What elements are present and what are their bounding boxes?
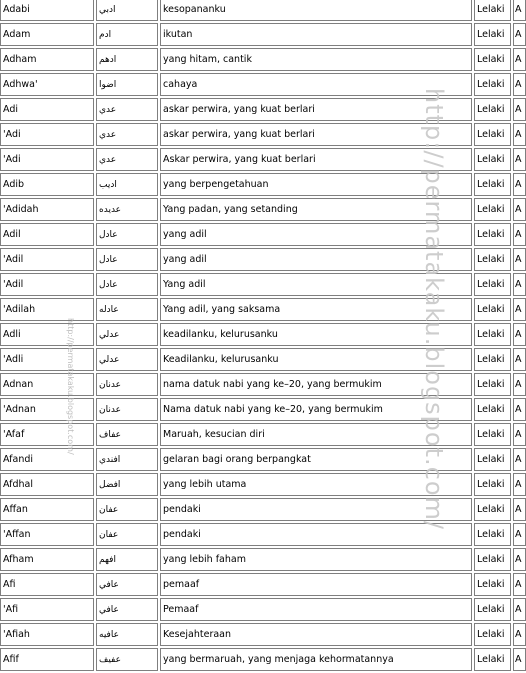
letter-cell: A bbox=[513, 423, 526, 446]
arabic-name-cell: افندي bbox=[96, 448, 158, 471]
letter-cell: A bbox=[513, 173, 526, 196]
arabic-name-cell: عفان bbox=[96, 498, 158, 521]
arabic-name-cell: عافيه bbox=[96, 623, 158, 646]
arabic-name-cell: عادل bbox=[96, 273, 158, 296]
letter-cell: A bbox=[513, 648, 526, 671]
meaning-cell: pendaki bbox=[160, 498, 472, 521]
arabic-name-cell: عدلي bbox=[96, 323, 158, 346]
name-cell: Adabi bbox=[0, 0, 94, 21]
arabic-name-cell: عافي bbox=[96, 598, 158, 621]
gender-cell: Lelaki bbox=[474, 648, 511, 671]
letter-cell: A bbox=[513, 623, 526, 646]
meaning-cell: yang adil bbox=[160, 248, 472, 271]
meaning-cell: ikutan bbox=[160, 23, 472, 46]
name-cell: Affan bbox=[0, 498, 94, 521]
name-cell: Adhwa' bbox=[0, 73, 94, 96]
meaning-cell: yang berpengetahuan bbox=[160, 173, 472, 196]
gender-cell: Lelaki bbox=[474, 323, 511, 346]
name-cell: Adnan bbox=[0, 373, 94, 396]
arabic-name-cell: افضل bbox=[96, 473, 158, 496]
arabic-name-cell: اضوا bbox=[96, 73, 158, 96]
meaning-cell: pemaaf bbox=[160, 573, 472, 596]
meaning-cell: Keadilanku, kelurusanku bbox=[160, 348, 472, 371]
letter-cell: A bbox=[513, 223, 526, 246]
watermark-small: http://permatakaku.blogspot.com/ bbox=[66, 318, 75, 455]
gender-cell: Lelaki bbox=[474, 298, 511, 321]
meaning-cell: Askar perwira, yang kuat berlari bbox=[160, 148, 472, 171]
meaning-cell: yang bermaruah, yang menjaga kehormatannya bbox=[160, 648, 472, 671]
arabic-name-cell: عدنان bbox=[96, 398, 158, 421]
meaning-cell: kesopananku bbox=[160, 0, 472, 21]
meaning-cell: Yang adil bbox=[160, 273, 472, 296]
table-row bbox=[0, 23, 526, 46]
meaning-cell: keadilanku, kelurusanku bbox=[160, 323, 472, 346]
arabic-name-cell: عدنان bbox=[96, 373, 158, 396]
gender-cell: Lelaki bbox=[474, 173, 511, 196]
meaning-cell: cahaya bbox=[160, 73, 472, 96]
gender-cell: Lelaki bbox=[474, 523, 511, 546]
letter-cell: A bbox=[513, 523, 526, 546]
letter-cell: A bbox=[513, 573, 526, 596]
table-row bbox=[0, 573, 526, 596]
table-row bbox=[0, 0, 526, 21]
letter-cell: A bbox=[513, 73, 526, 96]
table-row bbox=[0, 598, 526, 621]
gender-cell: Lelaki bbox=[474, 548, 511, 571]
letter-cell: A bbox=[513, 448, 526, 471]
letter-cell: A bbox=[513, 48, 526, 71]
letter-cell: A bbox=[513, 298, 526, 321]
letter-cell: A bbox=[513, 23, 526, 46]
meaning-cell: askar perwira, yang kuat berlari bbox=[160, 123, 472, 146]
gender-cell: Lelaki bbox=[474, 348, 511, 371]
arabic-name-cell: افهم bbox=[96, 548, 158, 571]
name-cell: Adib bbox=[0, 173, 94, 196]
name-cell: 'Adli bbox=[0, 348, 94, 371]
arabic-name-cell: عفاف bbox=[96, 423, 158, 446]
gender-cell: Lelaki bbox=[474, 98, 511, 121]
meaning-cell: nama datuk nabi yang ke–20, yang bermukim bbox=[160, 373, 472, 396]
table-row bbox=[0, 548, 526, 571]
table-row bbox=[0, 48, 526, 71]
meaning-cell: Maruah, kesucian diri bbox=[160, 423, 472, 446]
gender-cell: Lelaki bbox=[474, 248, 511, 271]
meaning-cell: Nama datuk nabi yang ke–20, yang bermukim bbox=[160, 398, 472, 421]
letter-cell: A bbox=[513, 473, 526, 496]
meaning-cell: yang lebih faham bbox=[160, 548, 472, 571]
meaning-cell: Yang padan, yang setanding bbox=[160, 198, 472, 221]
arabic-name-cell: اديب bbox=[96, 173, 158, 196]
gender-cell: Lelaki bbox=[474, 398, 511, 421]
letter-cell: A bbox=[513, 123, 526, 146]
letter-cell: A bbox=[513, 273, 526, 296]
watermark-large: http://permatakaku.blogspot.com/ bbox=[420, 88, 448, 530]
name-cell: Adi bbox=[0, 98, 94, 121]
meaning-cell: Kesejahteraan bbox=[160, 623, 472, 646]
meaning-cell: yang lebih utama bbox=[160, 473, 472, 496]
arabic-name-cell: عدي bbox=[96, 98, 158, 121]
name-cell: Afandi bbox=[0, 448, 94, 471]
name-cell: Afdhal bbox=[0, 473, 94, 496]
arabic-name-cell: ادم bbox=[96, 23, 158, 46]
arabic-name-cell: ادبي bbox=[96, 0, 158, 21]
meaning-cell: gelaran bagi orang berpangkat bbox=[160, 448, 472, 471]
name-cell: 'Adnan bbox=[0, 398, 94, 421]
gender-cell: Lelaki bbox=[474, 273, 511, 296]
letter-cell: A bbox=[513, 348, 526, 371]
meaning-cell: pendaki bbox=[160, 523, 472, 546]
name-cell: Afi bbox=[0, 573, 94, 596]
name-cell: 'Adil bbox=[0, 248, 94, 271]
gender-cell: Lelaki bbox=[474, 48, 511, 71]
gender-cell: Lelaki bbox=[474, 373, 511, 396]
name-cell: Adam bbox=[0, 23, 94, 46]
gender-cell: Lelaki bbox=[474, 473, 511, 496]
letter-cell: A bbox=[513, 98, 526, 121]
letter-cell: A bbox=[513, 323, 526, 346]
gender-cell: Lelaki bbox=[474, 198, 511, 221]
meaning-cell: Yang adil, yang saksama bbox=[160, 298, 472, 321]
gender-cell: Lelaki bbox=[474, 498, 511, 521]
gender-cell: Lelaki bbox=[474, 23, 511, 46]
arabic-name-cell: عادله bbox=[96, 298, 158, 321]
meaning-cell: yang hitam, cantik bbox=[160, 48, 472, 71]
meaning-cell: askar perwira, yang kuat berlari bbox=[160, 98, 472, 121]
gender-cell: Lelaki bbox=[474, 148, 511, 171]
name-cell: 'Adilah bbox=[0, 298, 94, 321]
name-cell: Afif bbox=[0, 648, 94, 671]
arabic-name-cell: ادهم bbox=[96, 48, 158, 71]
letter-cell: A bbox=[513, 148, 526, 171]
arabic-name-cell: عفان bbox=[96, 523, 158, 546]
letter-cell: A bbox=[513, 198, 526, 221]
gender-cell: Lelaki bbox=[474, 123, 511, 146]
name-cell: 'Afiah bbox=[0, 623, 94, 646]
letter-cell: A bbox=[513, 548, 526, 571]
name-cell: 'Affan bbox=[0, 523, 94, 546]
name-cell: Adil bbox=[0, 223, 94, 246]
name-cell: 'Adil bbox=[0, 273, 94, 296]
gender-cell: Lelaki bbox=[474, 623, 511, 646]
letter-cell: A bbox=[513, 248, 526, 271]
arabic-name-cell: عديده bbox=[96, 198, 158, 221]
arabic-name-cell: عفيف bbox=[96, 648, 158, 671]
name-cell: Adli bbox=[0, 323, 94, 346]
letter-cell: A bbox=[513, 598, 526, 621]
gender-cell: Lelaki bbox=[474, 423, 511, 446]
gender-cell: Lelaki bbox=[474, 0, 511, 21]
name-cell: 'Afaf bbox=[0, 423, 94, 446]
gender-cell: Lelaki bbox=[474, 73, 511, 96]
arabic-name-cell: عدلي bbox=[96, 348, 158, 371]
name-cell: 'Adi bbox=[0, 123, 94, 146]
name-cell: Adham bbox=[0, 48, 94, 71]
table-row bbox=[0, 648, 526, 671]
arabic-name-cell: عافي bbox=[96, 573, 158, 596]
name-cell: Afham bbox=[0, 548, 94, 571]
name-cell: 'Adidah bbox=[0, 198, 94, 221]
meaning-cell: Pemaaf bbox=[160, 598, 472, 621]
arabic-name-cell: عدي bbox=[96, 148, 158, 171]
arabic-name-cell: عادل bbox=[96, 223, 158, 246]
gender-cell: Lelaki bbox=[474, 223, 511, 246]
gender-cell: Lelaki bbox=[474, 573, 511, 596]
name-cell: 'Afi bbox=[0, 598, 94, 621]
name-cell: 'Adi bbox=[0, 148, 94, 171]
letter-cell: A bbox=[513, 398, 526, 421]
meaning-cell: yang adil bbox=[160, 223, 472, 246]
letter-cell: A bbox=[513, 498, 526, 521]
arabic-name-cell: عادل bbox=[96, 248, 158, 271]
letter-cell: A bbox=[513, 0, 526, 21]
gender-cell: Lelaki bbox=[474, 598, 511, 621]
gender-cell: Lelaki bbox=[474, 448, 511, 471]
letter-cell: A bbox=[513, 373, 526, 396]
arabic-name-cell: عدي bbox=[96, 123, 158, 146]
table-row bbox=[0, 623, 526, 646]
